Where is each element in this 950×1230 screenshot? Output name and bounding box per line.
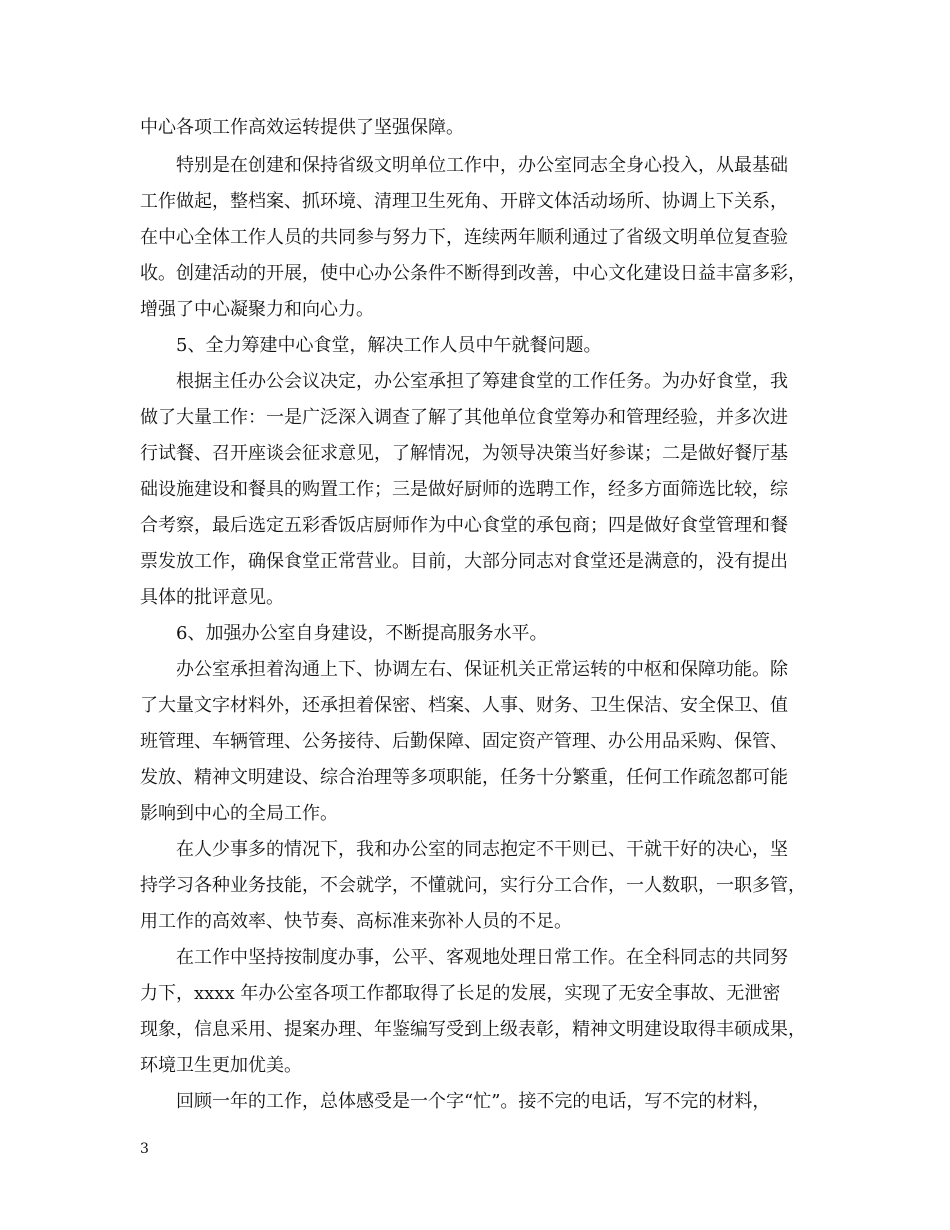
section-heading-5: 5、全力筹建中心食堂，解决工作人员中午就餐问题。	[176, 335, 602, 356]
paragraph-start-line: 办公室承担着沟通上下、协调左右、保证机关正常运转的中枢和保障功能。除	[176, 659, 788, 680]
page-number: 3	[140, 1141, 149, 1157]
text-line: 中心各项工作高效运转提供了坚强保障。	[140, 117, 464, 138]
paragraph-start-line: 特别是在创建和保持省级文明单位工作中，办公室同志全身心投入，从最基础	[176, 155, 788, 176]
text-line: 合考察，最后选定五彩香饭店厨师作为中心食堂的承包商；四是做好食堂管理和餐	[140, 515, 788, 536]
text-line: 础设施建设和餐具的购置工作；三是做好厨师的选聘工作，经多方面筛选比较，综	[140, 479, 788, 500]
text-line: 了大量文字材料外，还承担着保密、档案、人事、财务、卫生保洁、安全保卫、值	[140, 695, 788, 716]
text-line: 力下，xxxx 年办公室各项工作都取得了长足的发展，实现了无安全事故、无泄密	[140, 983, 781, 1004]
paragraph-start-line: 回顾一年的工作，总体感受是一个字“忙”。接不完的电话，写不完的材料，	[176, 1091, 771, 1112]
paragraph-start-line: 在工作中坚持按制度办事，公平、客观地处理日常工作。在全科同志的共同努	[176, 947, 788, 968]
text-line: 具体的批评意见。	[140, 587, 284, 608]
paragraph-start-line: 在人少事多的情况下，我和办公室的同志抱定不干则已、干就干好的决心，坚	[176, 839, 788, 860]
text-line: 票发放工作，确保食堂正常营业。目前，大部分同志对食堂还是满意的，没有提出	[140, 551, 788, 572]
text-line: 做了大量工作：一是广泛深入调查了解了其他单位食堂筹办和管理经验，并多次进	[140, 407, 788, 428]
text-line: 增强了中心凝聚力和向心力。	[140, 299, 374, 320]
text-line: 工作做起，整档案、抓环境、清理卫生死角、开辟文体活动场所、协调上下关系，	[140, 191, 788, 212]
text-line: 影响到中心的全局工作。	[140, 803, 338, 824]
text-line: 用工作的高效率、快节奏、高标准来弥补人员的不足。	[140, 911, 572, 932]
text-line: 收。创建活动的开展，使中心办公条件不断得到改善，中心文化建设日益丰富多彩，	[140, 263, 806, 284]
paragraph-start-line: 根据主任办公会议决定，办公室承担了筹建食堂的工作任务。为办好食堂，我	[176, 371, 788, 392]
text-line: 行试餐、召开座谈会征求意见，了解情况，为领导决策当好参谋；二是做好餐厅基	[140, 443, 788, 464]
section-heading-6: 6、加强办公室自身建设，不断提高服务水平。	[176, 623, 548, 644]
text-line: 在中心全体工作人员的共同参与努力下，连续两年顺利通过了省级文明单位复查验	[140, 227, 788, 248]
text-line: 持学习各种业务技能，不会就学，不懂就问，实行分工合作，一人数职，一职多管，	[140, 875, 806, 896]
text-line: 发放、精神文明建设、综合治理等多项职能，任务十分繁重，任何工作疏忽都可能	[140, 767, 788, 788]
text-line: 班管理、车辆管理、公务接待、后勤保障、固定资产管理、办公用品采购、保管、	[140, 731, 788, 752]
text-line: 环境卫生更加优美。	[140, 1055, 302, 1076]
text-line: 现象，信息采用、提案办理、年鉴编写受到上级表彰，精神文明建设取得丰硕成果，	[140, 1019, 806, 1040]
